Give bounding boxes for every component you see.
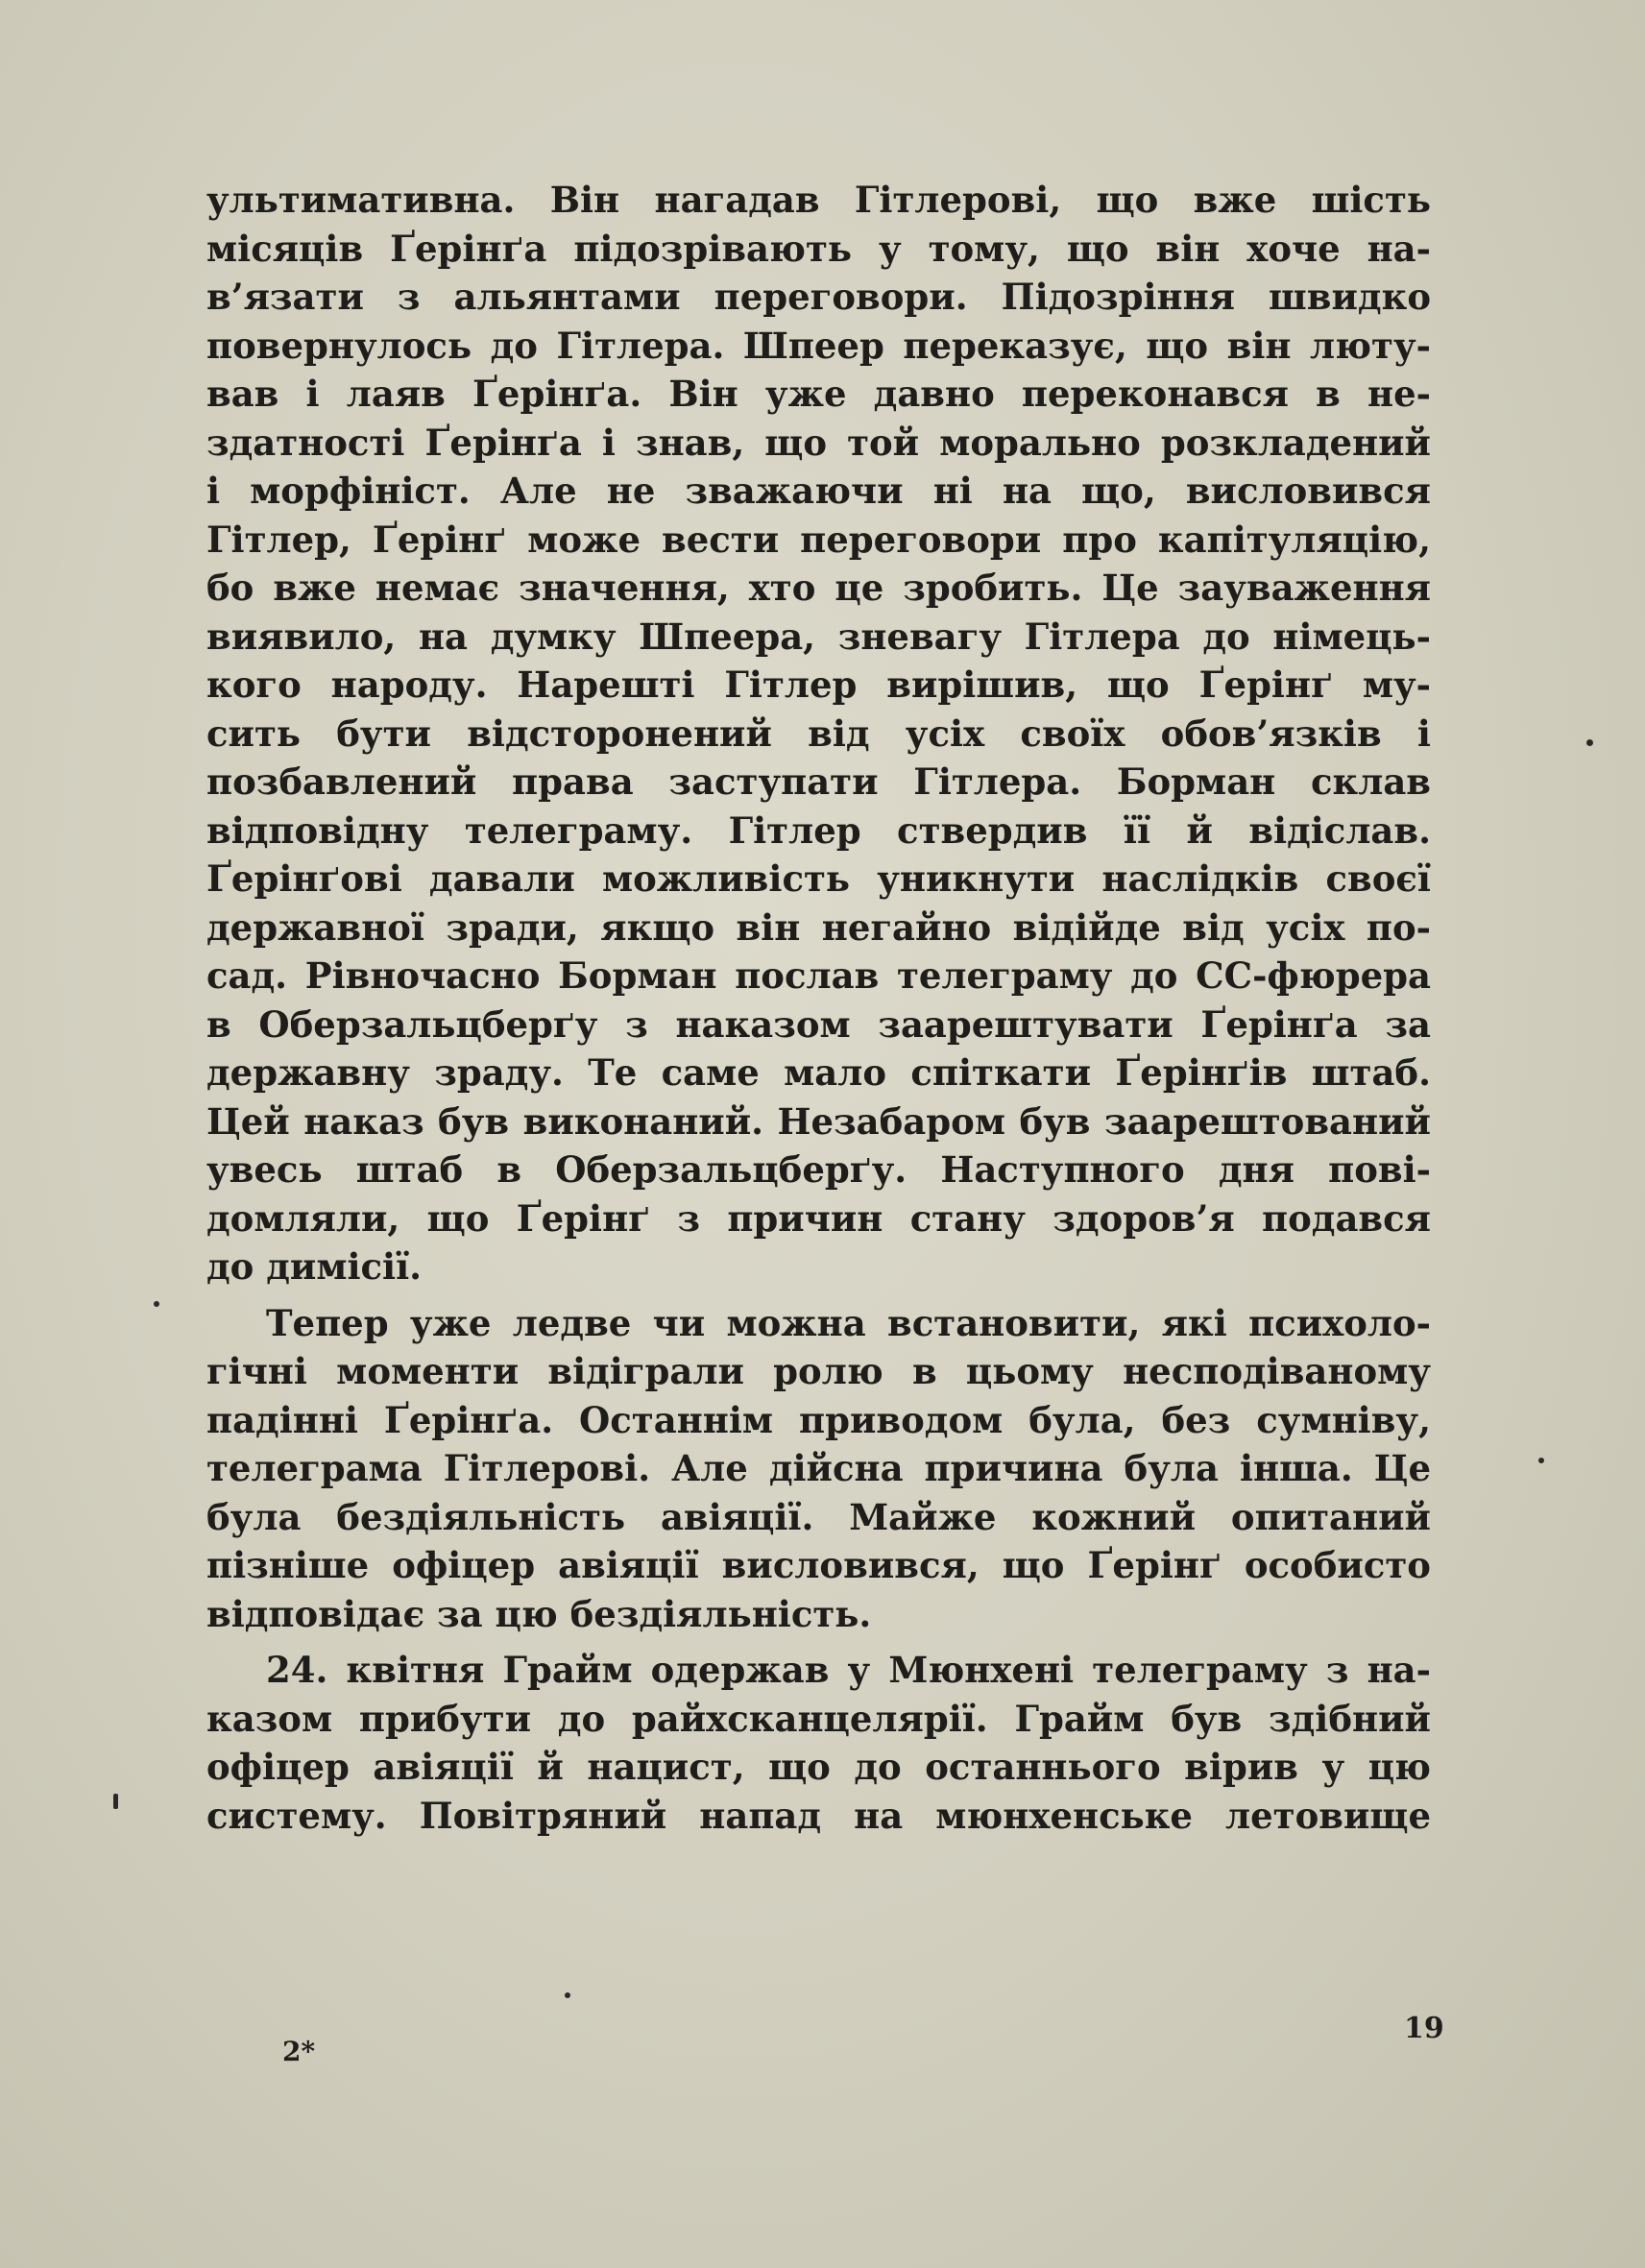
paragraph-gap (206, 1638, 1431, 1646)
text-line: державну зраду. Те саме мало спіткати Ґерінґів штаб. (206, 1051, 1431, 1094)
text-line: кого народу. Нарешті Гітлер вирішив, що Ґерінґ му- (206, 664, 1431, 706)
ink-speck (1586, 739, 1593, 746)
text-line: здатності Ґерінґа і знав, що той морально розкладений (206, 421, 1431, 464)
text-line: казом прибути до райхсканцелярії. Грайм був здібний (206, 1697, 1431, 1740)
text-line: 24. квітня Грайм одержав у Мюнхені телеграму з на- (266, 1649, 1431, 1691)
text-line: телеграма Гітлерові. Але дійсна причина була інша. Це (206, 1447, 1431, 1489)
text-line: повернулось до Гітлера. Шпеер переказує, що він люту- (206, 324, 1431, 367)
ink-speck (113, 1794, 118, 1809)
text-line: систему. Повітряний напад на мюнхенське летовище (206, 1794, 1431, 1837)
page-number: 19 (1404, 2012, 1444, 2045)
text-line: Ґерінґові давали можливість уникнути наслідків своєї (206, 857, 1431, 900)
paragraph-gap (206, 1291, 1431, 1299)
ink-speck (154, 1301, 159, 1307)
text-line: гічні моменти відіграли ролю в цьому несподіваному (206, 1350, 1431, 1392)
text-line: домляли, що Ґерінґ з причин стану здоров’я подався (206, 1196, 1431, 1240)
text-line: відповідну телеграму. Гітлер ствердив її й відіслав. (206, 808, 1431, 852)
text-line: в Оберзальцберґу з наказом заарештувати Ґерінґа за (206, 1002, 1431, 1046)
text-line: пізніше офіцер авіяції висловився, що Ґерінґ особисто (206, 1544, 1431, 1586)
text-line: виявило, на думку Шпеера, зневагу Гітлера до німець- (206, 615, 1431, 658)
text-line: до димісії. (206, 1245, 423, 1288)
text-line: увесь штаб в Оберзальцберґу. Наступного дня пові- (206, 1148, 1431, 1191)
text-line: Гітлер, Ґерінґ може вести переговори про капітуляцію, (206, 518, 1431, 561)
text-line: місяців Ґерінґа підозрівають у тому, що він хоче на- (206, 227, 1431, 270)
paragraph (206, 1299, 1431, 1639)
paragraph (206, 1646, 1431, 1840)
text-line: відповідає за цю бездіяльність. (206, 1592, 872, 1635)
text-line: сад. Рівночасно Борман послав телеграму до СС-фюрера (206, 954, 1431, 997)
text-line: падінні Ґерінґа. Останнім приводом була, без сумніву, (206, 1398, 1431, 1441)
ink-speck (565, 1992, 570, 1998)
text-line: ультимативна. Він нагадав Гітлерові, що вже шість (206, 179, 1431, 221)
text-line: позбавлений права заступати Гітлера. Борман склав (206, 760, 1431, 803)
printer-signature-mark: 2* (282, 2036, 316, 2067)
text-line: Цей наказ був виконаний. Незабаром був заарештований (206, 1099, 1431, 1143)
text-line: вав і лаяв Ґерінґа. Він уже давно переконався в не- (206, 373, 1431, 415)
paragraph (206, 176, 1431, 1291)
text-line: бо вже немає значення, хто це зробить. Це зауваження (206, 567, 1431, 609)
text-line: і морфініст. Але не зважаючи ні на що, висловився (206, 470, 1431, 512)
text-line: Тепер уже ледве чи можна встановити, які психоло- (266, 1301, 1431, 1344)
text-line: була бездіяльність авіяції. Майже кожний опитаний (206, 1495, 1431, 1538)
text-line: державної зради, якщо він негайно відійде від усіх по- (206, 905, 1431, 949)
text-line: офіцер авіяції й нацист, що до останнього вірив у цю (206, 1746, 1431, 1788)
text-line: сить бути відсторонений від усіх своїх обов’язків і (206, 712, 1431, 755)
body-text (206, 176, 1431, 1840)
text-line: в’язати з альянтами переговори. Підозріння швидко (206, 276, 1431, 318)
ink-speck (1538, 1458, 1544, 1463)
